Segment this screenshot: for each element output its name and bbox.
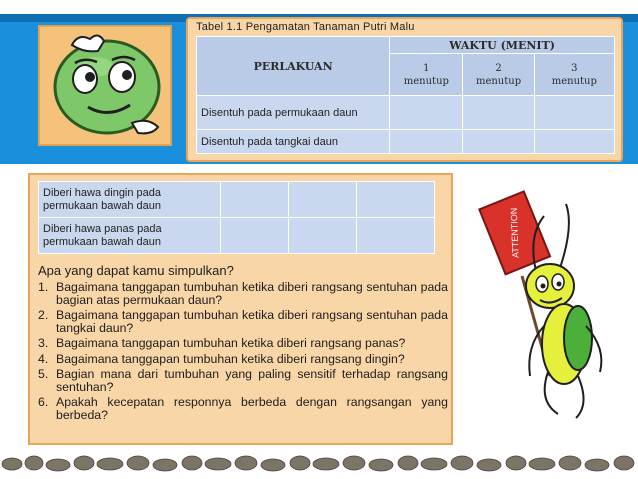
header-minute-3 (534, 54, 614, 96)
minute-number: 2 (495, 62, 502, 74)
questions-list (38, 281, 448, 424)
smiley-face-illustration (38, 25, 172, 146)
item-number: 2. (38, 308, 49, 322)
table-cell (289, 182, 357, 218)
table-row (197, 96, 615, 130)
table-cell (390, 130, 463, 154)
list-item (38, 309, 448, 334)
item-number: 4. (38, 351, 49, 366)
header-treatment: PERLAKUAN (197, 37, 390, 96)
row-label (39, 218, 221, 254)
table-cell (357, 182, 435, 218)
row-label: Disentuh pada tangkai daun (197, 130, 390, 154)
observation-table-panel (186, 17, 623, 162)
table-cell (221, 218, 289, 254)
item-text: Bagaimana tanggapan tumbuhan ketika diberi rangsang dingin? (56, 351, 405, 366)
item-text: Apakah kecepatan responnya berbeda dengan rangsangan yang berbeda? (56, 395, 448, 422)
table-row (197, 130, 615, 154)
table-row (39, 218, 435, 254)
list-item (38, 396, 448, 421)
questions-panel (28, 173, 453, 445)
list-item (38, 337, 448, 350)
list-item (38, 368, 448, 393)
minute-unit: menutup (475, 75, 522, 87)
row-label-line: Diberi hawa dingin pada (43, 186, 162, 199)
smiley-face-icon (40, 27, 170, 144)
row-label-line: permukaan bawah daun (43, 199, 162, 212)
minute-number: 1 (423, 62, 430, 74)
header-time: WAKTU (MENIT) (390, 37, 615, 54)
list-item (38, 353, 448, 366)
row-label-line: permukaan bawah daun (43, 235, 162, 248)
table-title: Tabel 1.1 Pengamatan Tanaman Putri Malu (196, 21, 415, 33)
row-label (39, 182, 221, 218)
minute-unit: menutup (551, 75, 597, 87)
minute-unit: menutup (403, 75, 449, 87)
attention-bug-illustration (478, 176, 628, 426)
item-text: Bagaimana tanggapan tumbuhan ketika diberi rangsang sentuhan pada tangkai daun? (56, 308, 448, 335)
table-cell (463, 130, 534, 154)
table-cell (289, 218, 357, 254)
item-number: 3. (38, 336, 49, 350)
bug-mascot-icon (478, 176, 628, 426)
header-minute-2 (463, 54, 534, 96)
item-number: 5. (38, 367, 49, 381)
table-cell (534, 130, 614, 154)
header-minute-1 (390, 54, 463, 96)
table-cell (534, 96, 614, 130)
item-text: Bagian mana dari tumbuhan yang paling sensitif terhadap rangsang sentuhan? (56, 367, 448, 394)
item-text: Bagaimana tanggapan tumbuhan ketika diberi rangsang panas? (56, 336, 406, 350)
minute-number: 3 (571, 62, 578, 74)
list-item (38, 281, 448, 306)
table-cell (221, 182, 289, 218)
questions-heading: Apa yang dapat kamu simpulkan? (38, 263, 234, 278)
table-cell (357, 218, 435, 254)
table-cell (390, 96, 463, 130)
row-label-line: Diberi hawa panas pada (43, 222, 162, 235)
observation-table-continued (38, 181, 435, 254)
observation-table (196, 36, 615, 154)
item-text: Bagaimana tanggapan tumbuhan ketika diberi rangsang sentuhan pada bagian atas permukaan daun? (56, 280, 448, 307)
pebble-border-decoration (0, 449, 638, 479)
row-label: Disentuh pada permukaan daun (197, 96, 390, 130)
table-row (39, 182, 435, 218)
item-number: 6. (38, 395, 49, 409)
table-cell (463, 96, 534, 130)
attention-sign-text: ATTENTION (508, 207, 521, 259)
item-number: 1. (38, 280, 49, 294)
